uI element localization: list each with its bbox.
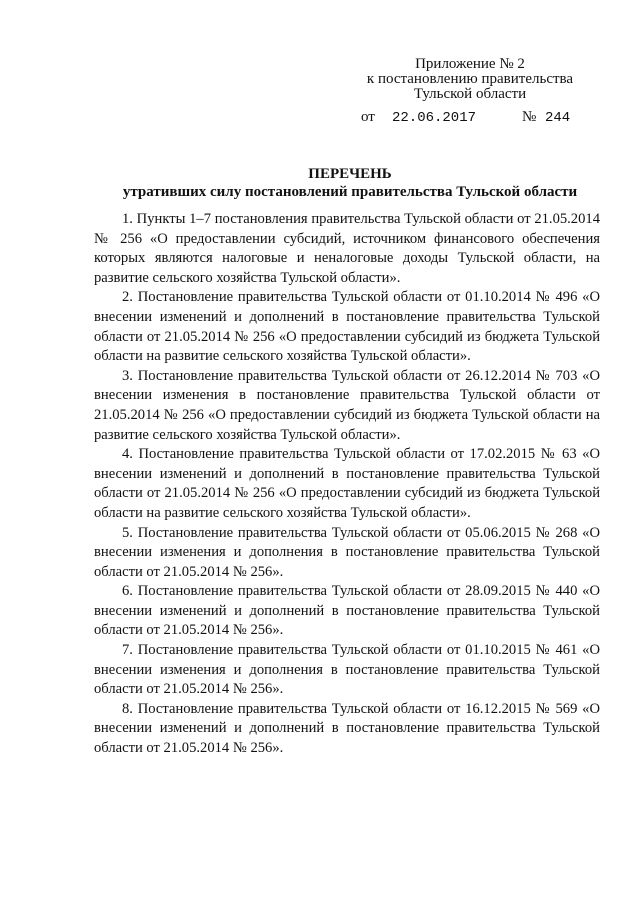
decree-number: 244 bbox=[545, 110, 571, 126]
repealed-decrees-list bbox=[94, 210, 600, 759]
annex-header bbox=[362, 57, 578, 102]
list-item: 6. Постановление правительства Тульской области от 28.09.2015 № 440 «О внесении изменений и дополнений в постановление правительства Тульской области от 21.05.2014 № 256». bbox=[94, 583, 600, 639]
title-heading: ПЕРЕЧЕНЬ bbox=[308, 166, 392, 182]
decree-date: 22.06.2017 bbox=[392, 110, 477, 126]
annex-line-2: к постановлению правительства bbox=[366, 71, 574, 87]
annex-line-3: Тульской области bbox=[413, 86, 527, 102]
list-item: 2. Постановление правительства Тульской области от 01.10.2014 № 496 «О внесении изменений и дополнений в постановление правительства Тульской области от 21.05.2014 № 256 «О предоставлении субсидий из бюджета Тульской области на развитие сельского хозяйства Тульской области». bbox=[94, 289, 600, 365]
annex-line-1: Приложение № 2 bbox=[415, 56, 525, 72]
list-item: 5. Постановление правительства Тульской области от 05.06.2015 № 268 «О внесении изменения и дополнения в постановление правительства Тульской области от 21.05.2014 № 256». bbox=[94, 524, 600, 580]
list-item: 3. Постановление правительства Тульской области от 26.12.2014 № 703 «О внесении изменения в постановление правительства Тульской области от 21.05.2014 № 256 «О предоставлении субсидий из бюджета Тульской области на развитие сельского хозяйства Тульской области». bbox=[94, 367, 600, 443]
title-subheading: утративших силу постановлений правительства Тульской области bbox=[122, 184, 578, 200]
date-prefix: от bbox=[361, 109, 375, 125]
list-item: 1. Пункты 1–7 постановления правительства Тульской области от 21.05.2014 № 256 «О предоставлении субсидий, источником финансового обеспечения которых являются налоговые и неналоговые доходы Тульской области, на развитие сельского хозяйства Тульской области». bbox=[94, 211, 600, 286]
list-item: 7. Постановление правительства Тульской области от 01.10.2015 № 461 «О внесении изменения и дополнения в постановление правительства Тульской области от 21.05.2014 № 256». bbox=[94, 642, 600, 698]
list-item: 4. Постановление правительства Тульской области от 17.02.2015 № 63 «О внесении изменений и дополнений в постановление правительства Тульской области от 21.05.2014 № 256 «О предоставлении субсидий из бюджета Тульской области на развитие сельского хозяйства Тульской области». bbox=[94, 446, 600, 521]
number-prefix: № bbox=[522, 109, 537, 125]
list-item: 8. Постановление правительства Тульской области от 16.12.2015 № 569 «О внесении изменений и дополнений в постановление правительства Тульской области от 21.05.2014 № 256». bbox=[94, 700, 600, 757]
document-title bbox=[94, 165, 606, 201]
